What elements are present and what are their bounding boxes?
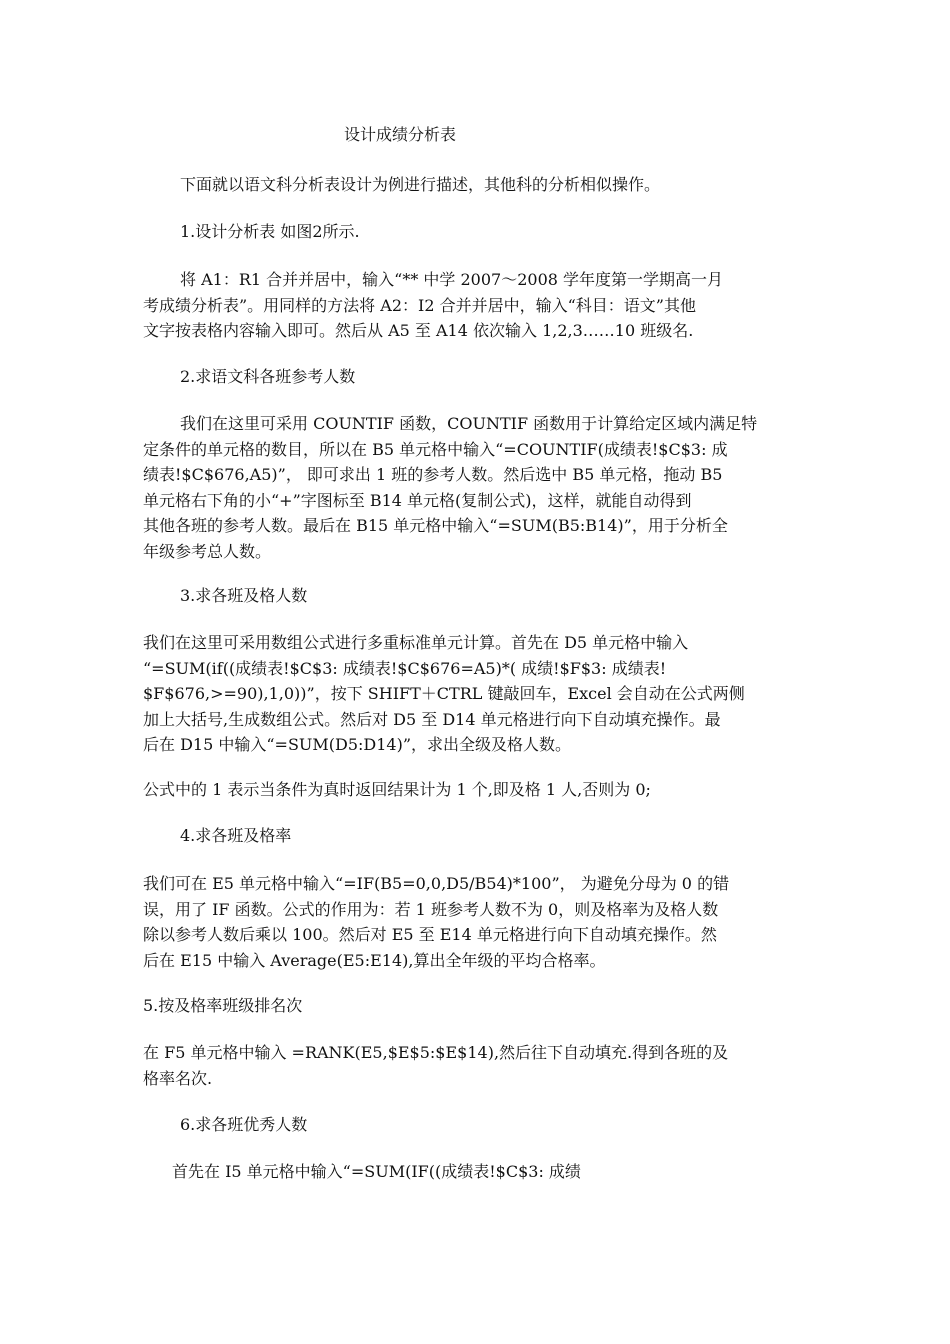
text-line: 首先在 I5 单元格中输入“=SUM(IF((成绩表!$C$3: 成绩 xyxy=(172,1162,581,1181)
text-line: 定条件的单元格的数目，所以在 B5 单元格中输入“=COUNTIF(成绩表!$C$3: 成 xyxy=(143,439,728,459)
section-2-heading xyxy=(143,364,809,390)
section-4-heading xyxy=(143,823,809,849)
text-line: 绩表!$C$676,A5)”， 即可求出 1 班的参考人数。然后选中 B5 单元格，拖动 B5 xyxy=(143,465,723,484)
text-line: 在 F5 单元格中输入 =RANK(E5,$E$5:$E$14),然后往下自动填充.得到各班的及 xyxy=(143,1043,729,1062)
text-line: 其他各班的参考人数。最后在 B15 单元格中输入“=SUM(B5:B14)”，用于分析全 xyxy=(143,516,728,535)
section-1-heading xyxy=(143,219,809,245)
text-line: “=SUM(if((成绩表!$C$3: 成绩表!$C$676=A5)*( 成绩!$F$3: 成绩表! xyxy=(143,658,667,678)
section-3-heading xyxy=(143,583,809,609)
text-line: 加上大括号,生成数组公式。然后对 D5 至 D14 单元格进行向下自动填充操作。最 xyxy=(143,709,721,729)
section-4-heading-text: 4.求各班及格率 xyxy=(180,826,292,845)
text-line: 后在 D15 中输入“=SUM(D5:D14)”，求出全级及格人数。 xyxy=(143,735,572,754)
text-line: 单元格右下角的小“+”字图标至 B14 单元格(复制公式)，这样，就能自动得到 xyxy=(143,490,692,510)
section-2-heading-text: 2.求语文科各班参考人数 xyxy=(180,367,356,386)
text-line: 我们在这里可采用 COUNTIF 函数，COUNTIF 函数用于计算给定区域内满足特 xyxy=(180,414,758,433)
section-6-heading-text: 6.求各班优秀人数 xyxy=(180,1115,308,1134)
section-4-body xyxy=(143,871,809,973)
text-line: 我们在这里可采用数组公式进行多重标准单元计算。首先在 D5 单元格中输入 xyxy=(143,633,689,652)
text-line: $F$676,>=90),1,0))”，按下 SHIFT＋CTRL 键敲回车，Excel 会自动在公式两侧 xyxy=(143,684,745,703)
text-line: 考成绩分析表”。用同样的方法将 A2：I2 合并并居中，输入“科目：语文”其他 xyxy=(143,295,696,315)
section-1-heading-text: 1.设计分析表 如图2所示. xyxy=(180,222,360,241)
text-line: 除以参考人数后乘以 100。然后对 E5 至 E14 单元格进行向下自动填充操作。然 xyxy=(143,925,717,944)
text-line: 文字按表格内容输入即可。然后从 A5 至 A14 依次输入 1,2,3……10 班级名. xyxy=(143,321,694,340)
intro-paragraph xyxy=(143,172,809,198)
section-3-note xyxy=(143,777,809,803)
text-line: 误，用了 IF 函数。公式的作用为：若 1 班参考人数不为 0，则及格率为及格人数 xyxy=(143,899,719,919)
intro-text: 下面就以语文科分析表设计为例进行描述，其他科的分析相似操作。 xyxy=(180,175,661,194)
document-title: 设计成绩分析表 xyxy=(344,125,457,144)
text-line: 将 A1：R1 合并并居中，输入“** 中学 2007～2008 学年度第一学期高一月 xyxy=(180,270,724,289)
section-2-body xyxy=(143,411,809,564)
section-5-body xyxy=(143,1040,809,1091)
text-line: 后在 E15 中输入 Average(E5:E14),算出全年级的平均合格率。 xyxy=(143,950,606,970)
section-6-body xyxy=(143,1159,809,1185)
text-line: 公式中的 1 表示当条件为真时返回结果计为 1 个,即及格 1 人,否则为 0; xyxy=(143,780,651,799)
section-6-heading xyxy=(143,1112,809,1138)
section-5-heading xyxy=(143,993,809,1019)
text-line: 我们可在 E5 单元格中输入“=IF(B5=0,0,D5/B54)*100”， 为避免分母为 0 的错 xyxy=(143,874,730,893)
section-3-body xyxy=(143,630,809,758)
section-5-heading-text: 5.按及格率班级排名次 xyxy=(143,996,303,1015)
section-3-heading-text: 3.求各班及格人数 xyxy=(180,586,308,605)
section-1-body xyxy=(143,267,809,344)
text-line: 年级参考总人数。 xyxy=(143,541,272,561)
text-line: 格率名次. xyxy=(143,1068,213,1088)
